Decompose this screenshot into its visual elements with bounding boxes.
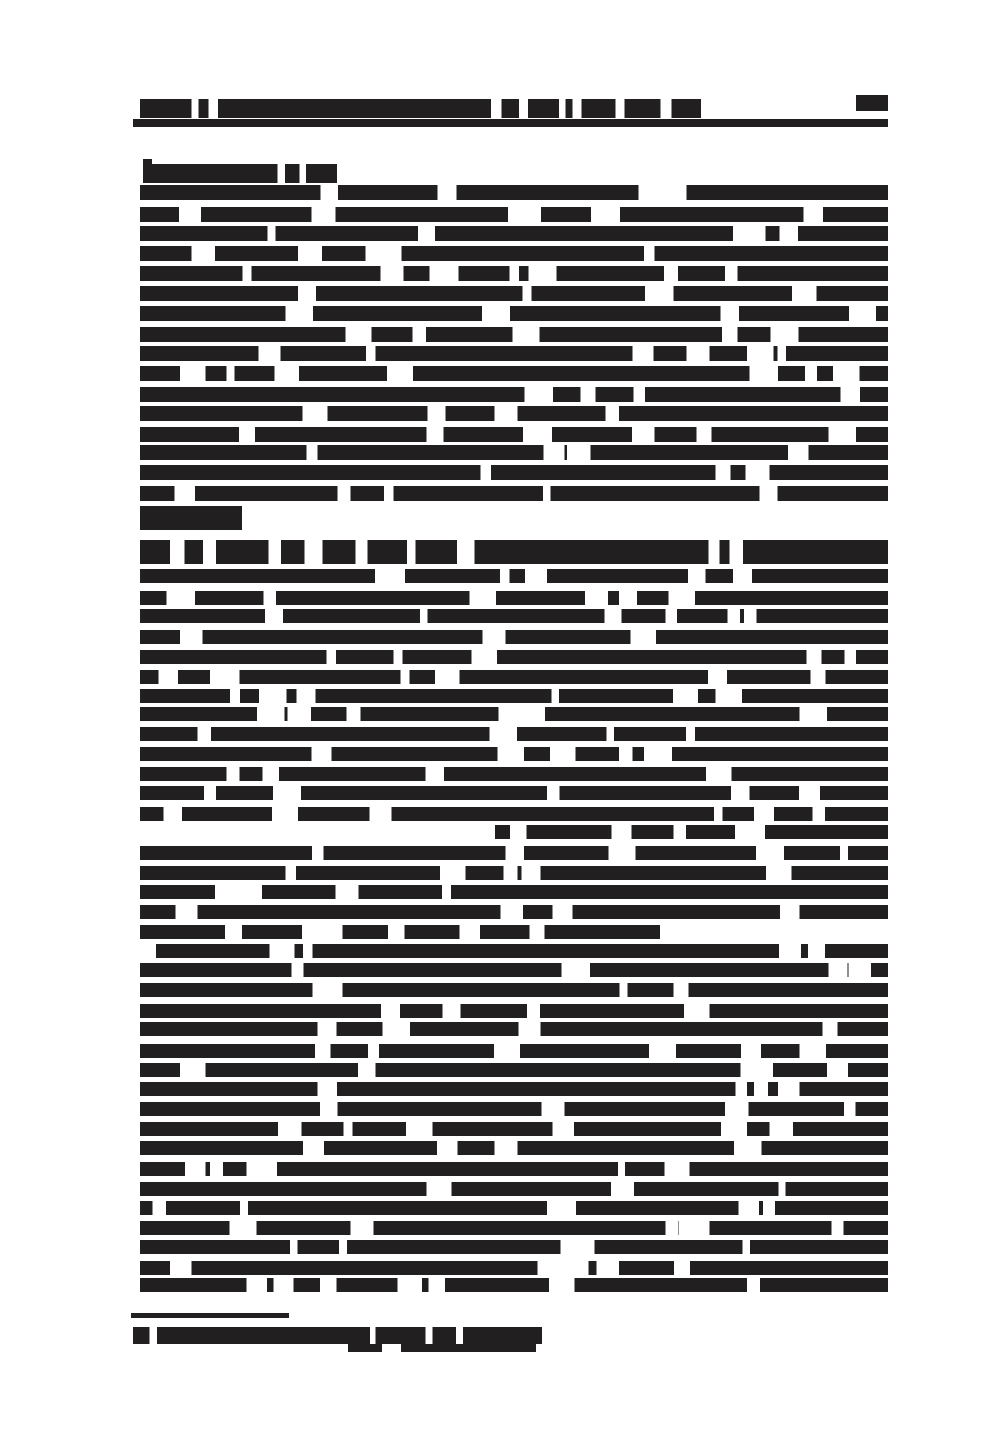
paragraph-2-line	[140, 1201, 888, 1215]
paragraph-2-line	[140, 1162, 888, 1176]
paragraph-2-line	[140, 1082, 888, 1096]
paragraph-2-line	[140, 807, 888, 821]
paragraph-1-line	[140, 306, 888, 321]
paragraph-1-line	[140, 266, 888, 281]
paragraph-2-line	[140, 1063, 888, 1077]
paragraph-1-line	[140, 346, 888, 361]
section-heading	[143, 164, 337, 183]
bold-section-heading	[140, 540, 888, 564]
paragraph-1-line	[140, 387, 888, 402]
paragraph-2-line	[140, 591, 888, 605]
paragraph-1-line	[140, 286, 888, 301]
paragraph-2-line	[140, 1278, 888, 1292]
paragraph-2-line	[140, 866, 888, 880]
paragraph-1-line	[140, 445, 888, 460]
paragraph-1-line	[140, 226, 888, 241]
paragraph-2-line	[140, 689, 888, 703]
paragraph-2-line	[140, 1044, 888, 1058]
paragraph-1-line	[140, 465, 888, 480]
header-page-number	[856, 95, 888, 111]
paragraph-2-line	[140, 1022, 888, 1036]
paragraph-2-line	[140, 983, 888, 997]
paragraph-1-line	[140, 486, 888, 501]
paragraph-2-line	[140, 630, 888, 644]
paragraph-1-line	[140, 427, 888, 442]
paragraph-2-line	[140, 1221, 888, 1235]
paragraph-2-line	[140, 747, 888, 761]
paragraph-2-line	[140, 925, 660, 939]
paragraph-2-line	[140, 846, 888, 860]
paragraph-2-line	[140, 1261, 888, 1275]
paragraph-1-line	[140, 327, 888, 342]
footnote-rule	[131, 1313, 289, 1318]
paragraph-2-line	[140, 1141, 888, 1155]
paragraph-2-line	[140, 670, 888, 684]
paragraph-2-line	[140, 569, 888, 583]
footnote-line	[133, 1327, 542, 1344]
paragraph-1-line	[140, 366, 888, 381]
paragraph-2-line	[140, 650, 888, 664]
header-journal-line	[140, 99, 701, 118]
paragraph-2-line	[140, 767, 888, 781]
paragraph-2-line	[140, 885, 888, 899]
paragraph-2-line	[140, 727, 888, 741]
paragraph-2-line	[140, 1182, 888, 1196]
paragraph-1-line	[140, 185, 888, 200]
paragraph-2-line	[140, 1004, 888, 1018]
paragraph-2-line	[140, 1240, 888, 1254]
paragraph-2-line	[140, 1122, 888, 1136]
paragraph-2-line	[140, 1102, 888, 1116]
paragraph-1-line	[140, 246, 888, 261]
paragraph-2-line	[140, 707, 888, 721]
paragraph-2-line	[495, 825, 888, 839]
header-rule	[133, 119, 888, 127]
paragraph-2-line	[140, 905, 888, 919]
paragraph-1-last-line	[140, 506, 242, 530]
paragraph-2-line	[140, 786, 888, 800]
paragraph-1-line	[140, 207, 888, 222]
paragraph-2-line	[140, 609, 888, 623]
paragraph-1-line	[140, 406, 888, 421]
paragraph-2-line	[140, 963, 888, 977]
paragraph-2-line	[156, 944, 888, 958]
footnote-subline	[348, 1344, 536, 1352]
